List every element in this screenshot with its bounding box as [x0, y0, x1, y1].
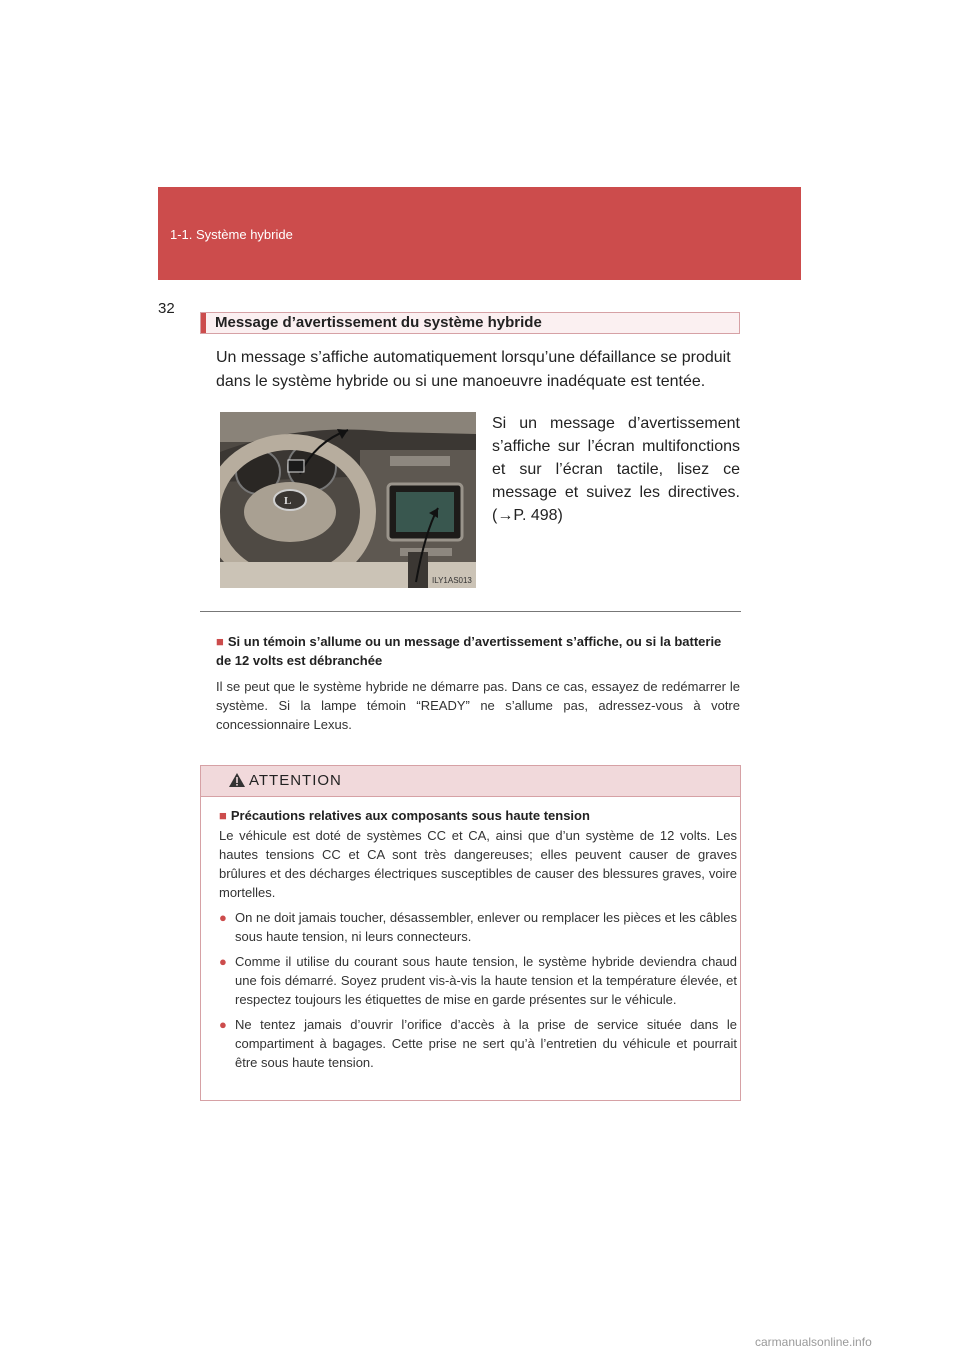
- circle-bullet-icon: ●: [219, 954, 227, 969]
- dashboard-photo: [220, 412, 476, 588]
- list-item: ● Comme il utilise du courant sous haute tension, le système hybride deviendra chaud une fois démarré. Soyez prudent vis-à-vis la haute tension et la température élevée, et respectez toujours les étiquettes de mise en garde présentes sur le véhicule.: [219, 954, 737, 1007]
- note-title-text: Si un témoin s’allume ou un message d’avertissement s’affiche, ou si la batterie de 12 volts est débranchée: [216, 634, 722, 668]
- header-band: [158, 187, 801, 280]
- section-divider: [200, 611, 741, 612]
- square-bullet-icon: ■: [219, 808, 227, 823]
- note-body: Il se peut que le système hybride ne démarre pas. Dans ce cas, essayez de redémarrer le système. Si la lampe témoin “READY” ne s’allume pas, adressez-vous à votre concessionnaire Lexus.: [216, 679, 740, 732]
- circle-bullet-icon: ●: [219, 910, 227, 925]
- attention-bullets: [219, 908, 737, 1078]
- square-bullet-icon: ■: [216, 634, 224, 649]
- attention-title: ATTENTION: [249, 772, 342, 789]
- attention-text: Le véhicule est doté de systèmes CC et CA, ainsi que d’un système de 12 volts. Les hautes tensions CC et CA sont très dangereuses; elles peuvent causer de graves brûlures et des décharges électriques susceptibles de causer des blessures graves, voire mortelles.: [219, 828, 737, 900]
- watermark: carmanualsonline.info: [755, 1335, 872, 1349]
- subheading-title: Message d’avertissement du système hybride: [215, 314, 542, 331]
- intro-paragraph: Un message s’affiche automatiquement lorsqu’une défaillance se produit dans le système hybride ou si une manoeuvre inadéquate est tentée.: [216, 349, 731, 390]
- photo-code: ILY1AS013: [432, 576, 472, 585]
- attention-box: [200, 765, 741, 1101]
- circle-bullet-icon: ●: [219, 1017, 227, 1032]
- page-number: 32: [158, 300, 175, 317]
- attention-subtitle-text: Précautions relatives aux composants sous haute tension: [230, 808, 590, 823]
- note-title: [216, 632, 740, 670]
- subheading-accent-bar: [201, 313, 206, 333]
- attention-header: [201, 766, 740, 797]
- subheading-box: [200, 312, 740, 334]
- dashboard-illustration: [220, 412, 476, 588]
- list-item: ● Ne tentez jamais d’ouvrir l’orifice d’accès à la prise de service située dans le compartiment à bagages. Cette prise ne sert qu’à l’entretien du véhicule et pourrait être sous haute tension.: [219, 1017, 737, 1070]
- attention-subtitle: [219, 808, 729, 823]
- photo-caption: Si un message d’avertissement s’affiche sur l’écran multifonctions et sur l’écran tactile, lisez ce message et suivez les directives. (→P. 498): [492, 415, 740, 524]
- list-item: ● On ne doit jamais toucher, désassembler, enlever ou remplacer les pièces et les câbles sous haute tension, ni leurs connecteurs.: [219, 910, 737, 944]
- svg-text:L: L: [284, 495, 292, 507]
- section-title: 1-1. Système hybride: [170, 227, 293, 242]
- warning-triangle-icon: [228, 772, 246, 788]
